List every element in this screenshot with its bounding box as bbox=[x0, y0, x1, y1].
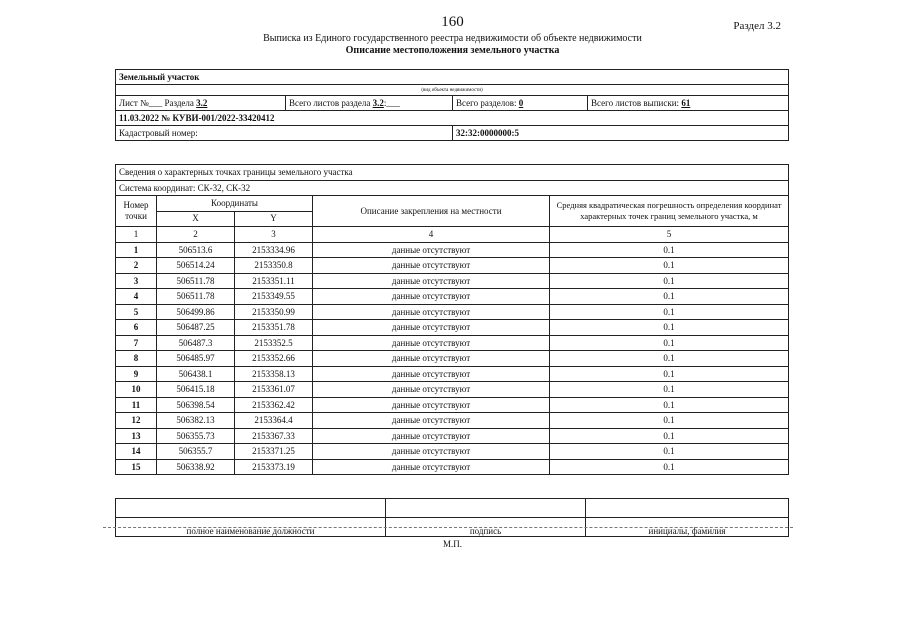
point-number: 14 bbox=[116, 444, 157, 460]
coord-x: 506338.92 bbox=[157, 459, 235, 475]
signature-label: подпись bbox=[386, 518, 586, 537]
point-number: 1 bbox=[116, 242, 157, 258]
col-number: 2 bbox=[157, 227, 235, 243]
coord-y: 2153373.19 bbox=[235, 459, 313, 475]
table-row bbox=[116, 273, 789, 289]
header-table bbox=[115, 69, 789, 141]
mean-square-error: 0.1 bbox=[550, 397, 789, 413]
total-sheets-section-value: 3.2 bbox=[372, 98, 384, 108]
mean-square-error: 0.1 bbox=[550, 444, 789, 460]
fixing-description: данные отсутствуют bbox=[313, 351, 550, 367]
coord-y: 2153367.33 bbox=[235, 428, 313, 444]
col-number: 1 bbox=[116, 227, 157, 243]
fixing-description: данные отсутствуют bbox=[313, 242, 550, 258]
mean-square-error: 0.1 bbox=[550, 351, 789, 367]
mean-square-error: 0.1 bbox=[550, 320, 789, 336]
column-numbers-row bbox=[116, 227, 789, 243]
mean-square-error: 0.1 bbox=[550, 273, 789, 289]
page-number: 160 bbox=[441, 14, 464, 30]
coord-x: 506511.78 bbox=[157, 289, 235, 305]
fixing-description: данные отсутствуют bbox=[313, 382, 550, 398]
col-number: 5 bbox=[550, 227, 789, 243]
position-label: полное наименование должности bbox=[116, 518, 386, 537]
document-reference: 11.03.2022 № КУВИ-001/2022-33420412 bbox=[116, 111, 789, 126]
point-number: 10 bbox=[116, 382, 157, 398]
table-row bbox=[116, 459, 789, 475]
table-row bbox=[116, 444, 789, 460]
section-ref-label: Раздела bbox=[164, 98, 194, 108]
fixing-description: данные отсутствуют bbox=[313, 444, 550, 460]
mean-square-error: 0.1 bbox=[550, 242, 789, 258]
coord-x: 506487.3 bbox=[157, 335, 235, 351]
point-number: 3 bbox=[116, 273, 157, 289]
coord-x: 506438.1 bbox=[157, 366, 235, 382]
sheet-info-row bbox=[116, 96, 789, 111]
fixing-description: данные отсутствуют bbox=[313, 273, 550, 289]
object-type: Земельный участок bbox=[116, 70, 789, 85]
table-row bbox=[116, 413, 789, 429]
table-row bbox=[116, 258, 789, 274]
sheet-label: Лист № bbox=[119, 98, 149, 108]
boundary-points-table bbox=[115, 164, 789, 475]
fixing-description: данные отсутствуют bbox=[313, 304, 550, 320]
signature-cell-name bbox=[586, 499, 789, 518]
point-number: 5 bbox=[116, 304, 157, 320]
coord-y: 2153334.96 bbox=[235, 242, 313, 258]
fixing-description: данные отсутствуют bbox=[313, 320, 550, 336]
cadastral-label: Кадастровый номер: bbox=[116, 126, 453, 141]
coord-y: 2153351.11 bbox=[235, 273, 313, 289]
mean-square-error: 0.1 bbox=[550, 289, 789, 305]
table-row bbox=[116, 351, 789, 367]
col-coordinates: Координаты bbox=[157, 196, 313, 212]
coord-y: 2153350.8 bbox=[235, 258, 313, 274]
point-number: 8 bbox=[116, 351, 157, 367]
table-row bbox=[116, 289, 789, 305]
coord-y: 2153358.13 bbox=[235, 366, 313, 382]
col-x: X bbox=[157, 211, 235, 227]
section-label: Раздел 3.2 bbox=[733, 20, 781, 32]
total-sheets-extract-label: Всего листов выписки: bbox=[591, 98, 680, 108]
coord-x: 506511.78 bbox=[157, 273, 235, 289]
table-row bbox=[116, 428, 789, 444]
total-sections-cell bbox=[453, 96, 588, 111]
table-row bbox=[116, 304, 789, 320]
fixing-description: данные отсутствуют bbox=[313, 397, 550, 413]
signature-cell-sign bbox=[386, 499, 586, 518]
mean-square-error: 0.1 bbox=[550, 382, 789, 398]
sheet-number-cell bbox=[116, 96, 286, 111]
total-sections-label: Всего разделов: bbox=[456, 98, 517, 108]
coord-x: 506487.25 bbox=[157, 320, 235, 336]
fixing-description: данные отсутствуют bbox=[313, 428, 550, 444]
fixing-description: данные отсутствуют bbox=[313, 366, 550, 382]
cadastral-number: 32:32:0000000:5 bbox=[453, 126, 789, 141]
points-table-caption: Сведения о характерных точках границы земельного участка bbox=[116, 165, 789, 181]
coord-y: 2153350.99 bbox=[235, 304, 313, 320]
mean-square-error: 0.1 bbox=[550, 366, 789, 382]
table-row bbox=[116, 366, 789, 382]
point-number: 4 bbox=[116, 289, 157, 305]
document-subtitle: Описание местоположения земельного участка bbox=[345, 45, 560, 56]
total-sheets-extract-value: 61 bbox=[681, 98, 691, 108]
table-row bbox=[116, 242, 789, 258]
fixing-description: данные отсутствуют bbox=[313, 413, 550, 429]
coord-y: 2153362.42 bbox=[235, 397, 313, 413]
mean-square-error: 0.1 bbox=[550, 459, 789, 475]
coord-x: 506499.86 bbox=[157, 304, 235, 320]
mean-square-error: 0.1 bbox=[550, 304, 789, 320]
signature-dashed-line bbox=[103, 527, 793, 528]
total-sections-value: 0 bbox=[518, 98, 524, 108]
section-ref-value: 3.2 bbox=[196, 98, 208, 108]
table-row bbox=[116, 382, 789, 398]
point-number: 7 bbox=[116, 335, 157, 351]
col-y: Y bbox=[235, 211, 313, 227]
table-row bbox=[116, 397, 789, 413]
mean-square-error: 0.1 bbox=[550, 258, 789, 274]
coord-x: 506355.73 bbox=[157, 428, 235, 444]
point-number: 11 bbox=[116, 397, 157, 413]
mean-square-error: 0.1 bbox=[550, 335, 789, 351]
point-number: 2 bbox=[116, 258, 157, 274]
mean-square-error: 0.1 bbox=[550, 413, 789, 429]
fixing-description: данные отсутствуют bbox=[313, 459, 550, 475]
fixing-description: данные отсутствуют bbox=[313, 258, 550, 274]
coord-x: 506514.24 bbox=[157, 258, 235, 274]
mean-square-error: 0.1 bbox=[550, 428, 789, 444]
coord-x: 506485.97 bbox=[157, 351, 235, 367]
signature-table bbox=[115, 498, 789, 537]
coord-y: 2153371.25 bbox=[235, 444, 313, 460]
stamp-label: М.П. bbox=[442, 539, 462, 549]
coord-x: 506398.54 bbox=[157, 397, 235, 413]
coord-y: 2153361.07 bbox=[235, 382, 313, 398]
total-sheets-section-cell bbox=[286, 96, 453, 111]
total-sheets-section-label: Всего листов раздела bbox=[289, 98, 371, 108]
coord-y: 2153364.4 bbox=[235, 413, 313, 429]
col-number: 3 bbox=[235, 227, 313, 243]
coord-y: 2153349.55 bbox=[235, 289, 313, 305]
col-description: Описание закрепления на местности bbox=[313, 196, 550, 227]
object-type-caption: (вид объекта недвижимости) bbox=[116, 85, 789, 96]
point-number: 15 bbox=[116, 459, 157, 475]
name-label: инициалы, фамилия bbox=[586, 518, 789, 537]
total-sheets-section-blank: :___ bbox=[383, 98, 400, 108]
coord-x: 506415.18 bbox=[157, 382, 235, 398]
total-sheets-extract-cell bbox=[588, 96, 789, 111]
col-error: Средняя квадратическая погрешность определения координат характерных точек границ земельного участка, м bbox=[550, 196, 789, 227]
signature-cell-position bbox=[116, 499, 386, 518]
fixing-description: данные отсутствуют bbox=[313, 289, 550, 305]
col-number: 4 bbox=[313, 227, 550, 243]
coordinate-system: Система координат: СК-32, СК-32 bbox=[116, 180, 789, 196]
coord-x: 506355.7 bbox=[157, 444, 235, 460]
coord-y: 2153352.5 bbox=[235, 335, 313, 351]
coord-x: 506382.13 bbox=[157, 413, 235, 429]
coord-y: 2153352.66 bbox=[235, 351, 313, 367]
coord-x: 506513.6 bbox=[157, 242, 235, 258]
table-row bbox=[116, 335, 789, 351]
document-title: Выписка из Единого государственного реестра недвижимости об объекте недвижимости bbox=[263, 33, 642, 44]
point-number: 6 bbox=[116, 320, 157, 336]
point-number: 12 bbox=[116, 413, 157, 429]
table-row bbox=[116, 320, 789, 336]
point-number: 13 bbox=[116, 428, 157, 444]
fixing-description: данные отсутствуют bbox=[313, 335, 550, 351]
point-number: 9 bbox=[116, 366, 157, 382]
sheet-blank: ___ bbox=[148, 98, 163, 108]
coord-y: 2153351.78 bbox=[235, 320, 313, 336]
col-point-number: Номер точки bbox=[116, 196, 157, 227]
